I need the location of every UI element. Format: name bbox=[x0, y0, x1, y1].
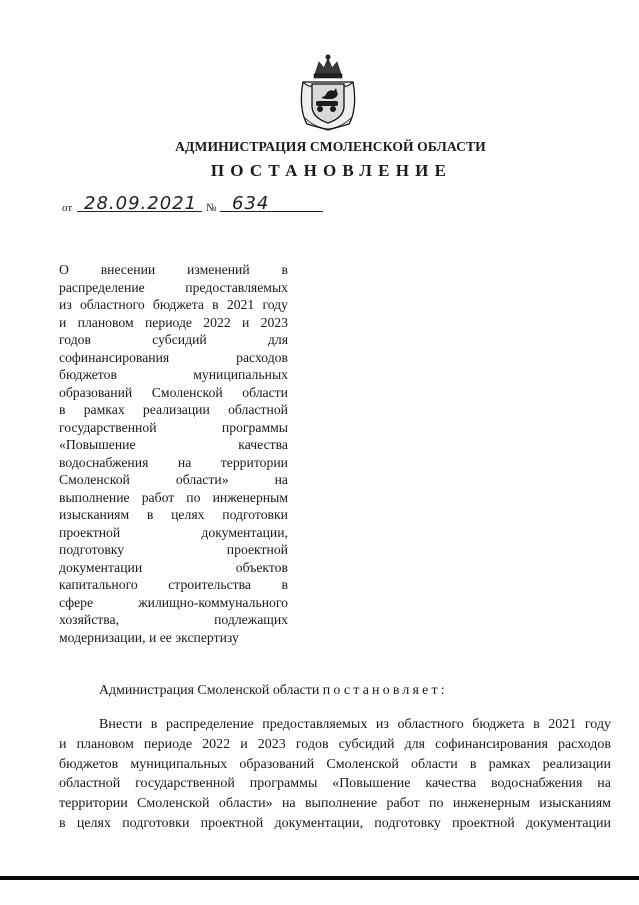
title-line: в рамках реализации областной bbox=[59, 402, 288, 417]
title-line: сфере жилищно-коммунального bbox=[59, 594, 288, 610]
body-paragraph bbox=[59, 715, 611, 834]
number-value: 634 bbox=[232, 193, 270, 214]
title-line: софинансирования расходов bbox=[59, 349, 288, 365]
title-line: из областного бюджета в 2021 году bbox=[59, 297, 288, 312]
decree-subject: Администрация Смоленской области bbox=[99, 683, 320, 698]
document-type: ПОСТАНОВЛЕНИЕ bbox=[210, 161, 453, 180]
number-prefix: № bbox=[206, 202, 217, 214]
title-line: О внесении изменений в bbox=[59, 262, 288, 277]
title-line: проектной документации, bbox=[59, 524, 288, 540]
title-line: и плановом периоде 2022 и 2023 bbox=[59, 314, 288, 330]
title-line: капитального строительства в bbox=[59, 577, 288, 592]
body-line: в целях подготовки проектной документации, подготовку проектной документации bbox=[59, 815, 611, 831]
scan-bottom-edge bbox=[0, 876, 639, 880]
decree-verb: постановляет: bbox=[322, 683, 448, 698]
body-line: областной государственной программы «Повышение качества водоснабжения на bbox=[59, 776, 611, 792]
document-title bbox=[59, 261, 288, 646]
title-line: годов субсидий для bbox=[59, 332, 288, 347]
title-line: подготовку проектной bbox=[59, 542, 288, 557]
title-line: хозяйства, подлежащих bbox=[59, 612, 288, 627]
title-line: модернизации, и ее экспертизу bbox=[59, 629, 239, 645]
organization-name: АДМИНИСТРАЦИЯ СМОЛЕНСКОЙ ОБЛАСТИ bbox=[175, 139, 486, 154]
title-line: образований Смоленской области bbox=[59, 384, 288, 400]
body-line: и плановом периоде 2022 и 2023 годов субсидий для софинансирования расходов bbox=[59, 736, 611, 752]
title-line: «Повышение качества bbox=[59, 437, 288, 452]
title-line: Смоленской области» на bbox=[59, 472, 288, 487]
title-line: государственной программы bbox=[59, 419, 288, 435]
title-line: изысканиям в целях подготовки bbox=[59, 507, 288, 522]
body-line: Внести в распределение предоставляемых из областного бюджета в 2021 году bbox=[99, 717, 611, 732]
body-line: бюджетов муниципальных образований Смоленской области в рамках реализации bbox=[59, 756, 611, 772]
title-line: выполнение работ по инженерным bbox=[59, 489, 288, 505]
date-value: 28.09.2021 bbox=[84, 193, 198, 214]
date-prefix: от bbox=[62, 202, 73, 214]
title-line: водоснабжения на территории bbox=[59, 454, 288, 470]
smolensk-coat-of-arms-icon bbox=[297, 52, 359, 132]
title-line: распределение предоставляемых bbox=[59, 279, 288, 295]
title-line: бюджетов муниципальных bbox=[59, 367, 288, 382]
decree-phrase bbox=[99, 683, 448, 699]
title-line: документации объектов bbox=[59, 559, 288, 575]
body-line: территории Смоленской области» на выполнение работ по инженерным изысканиям bbox=[59, 796, 611, 812]
